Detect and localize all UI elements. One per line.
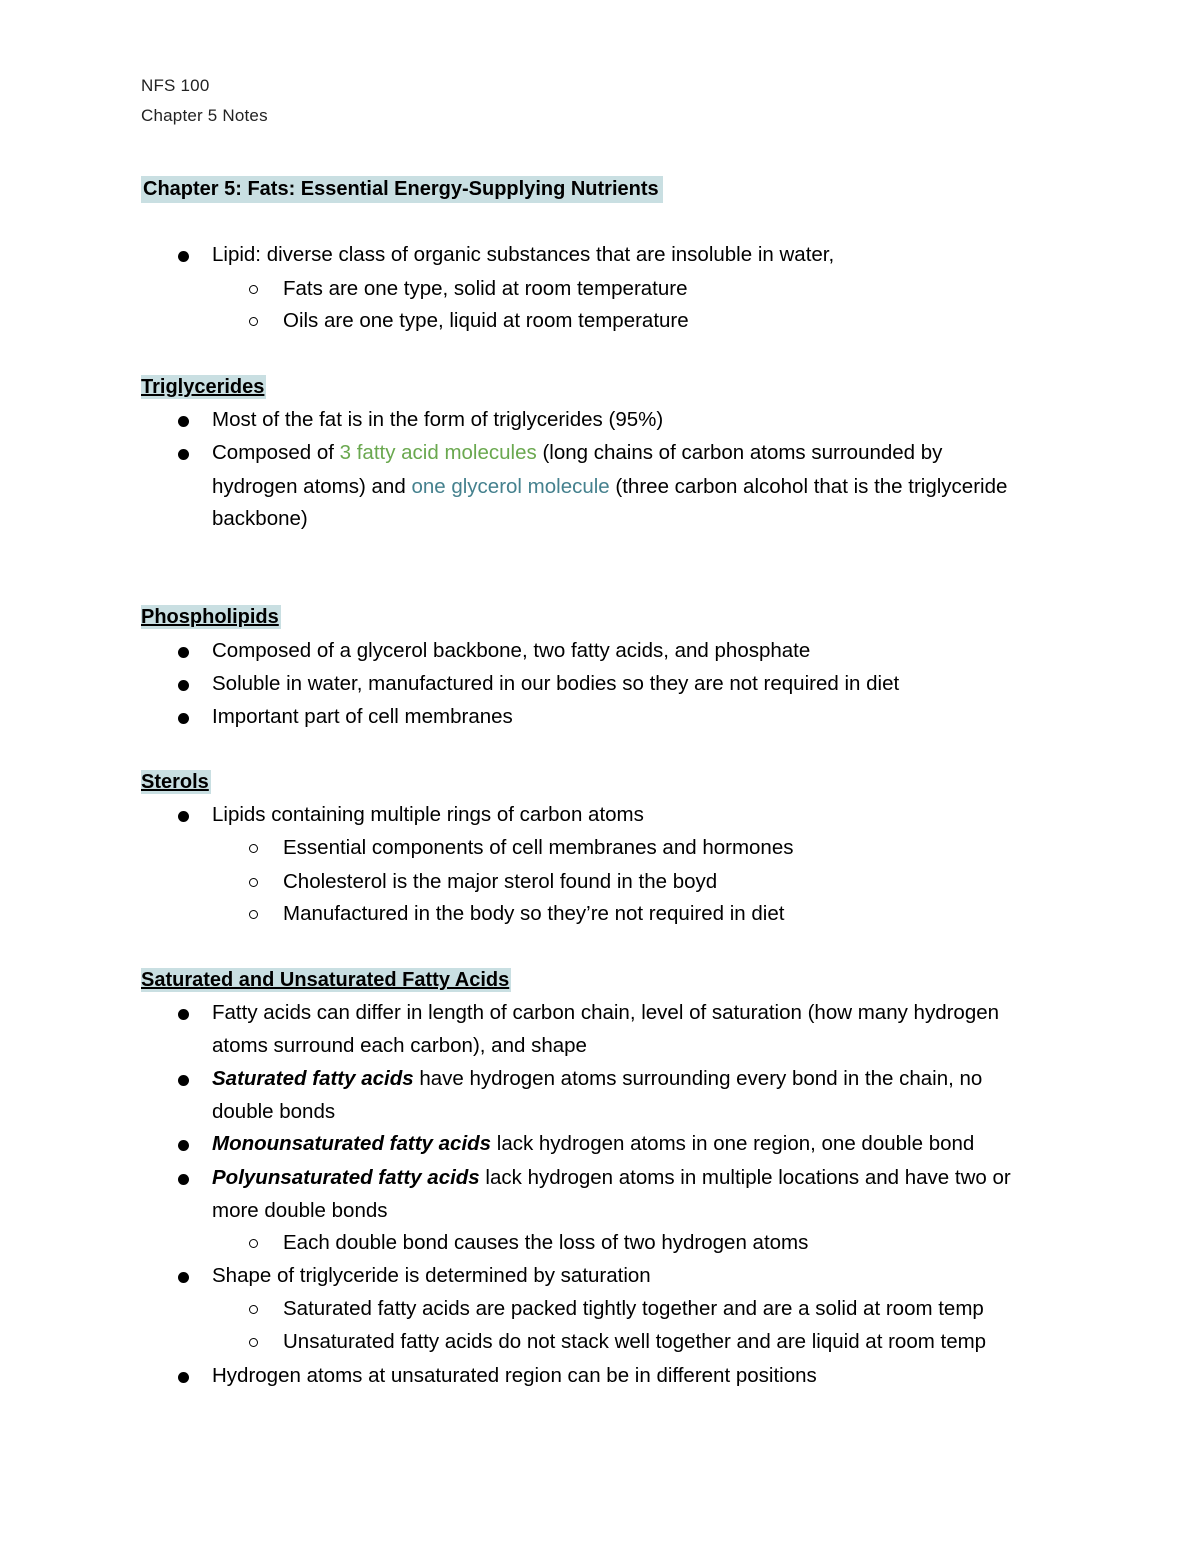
saturated-line2: double bonds (212, 1100, 336, 1123)
bullet-dot (178, 1372, 189, 1383)
lipid-definition: Lipid: diverse class of organic substances that are insoluble in water, (212, 243, 835, 266)
phospholipids-heading: Phospholipids (141, 606, 279, 628)
text-segment: have hydrogen atoms surrounding every bond in the chain, no (413, 1067, 983, 1090)
fatty-acid-highlight: 3 fatty acid molecules (339, 441, 537, 464)
text-segment: lack hydrogen atoms in one region, one double bond (491, 1132, 975, 1155)
bullet-dot (178, 1009, 189, 1020)
phospholipid-solubility: Soluble in water, manufactured in our bodies so they are not required in diet (212, 672, 900, 695)
triglyceride-composition-line3: backbone) (212, 507, 308, 530)
sterol-definition: Lipids containing multiple rings of carbon atoms (212, 803, 644, 826)
phospholipid-membranes: Important part of cell membranes (212, 705, 513, 728)
text-segment: hydrogen atoms) and (212, 475, 412, 498)
oils-type: Oils are one type, liquid at room temperature (283, 309, 689, 332)
triglyceride-composition-line2 (212, 474, 1007, 500)
chapter-title-line (141, 176, 663, 202)
triglycerides-heading: Triglycerides (141, 376, 265, 398)
bullet-dot (178, 251, 189, 262)
sterol-components: Essential components of cell membranes and hormones (283, 836, 794, 859)
saturated-packing: Saturated fatty acids are packed tightly together and are a solid at room temp (283, 1297, 984, 1320)
fatty-acid-differences-line2: atoms surround each carbon), and shape (212, 1034, 587, 1057)
saturated-term: Saturated fatty acids (212, 1067, 414, 1090)
phospholipid-composition: Composed of a glycerol backbone, two fatty acids, and phosphate (212, 639, 811, 662)
text-segment: lack hydrogen atoms in multiple locations and have two or (479, 1166, 1011, 1189)
glycerol-highlight: one glycerol molecule (411, 475, 610, 498)
bullet-dot (178, 1272, 189, 1283)
polyunsaturated-term: Polyunsaturated fatty acids (212, 1166, 480, 1189)
sterols-heading: Sterols (141, 771, 209, 793)
sterol-manufactured: Manufactured in the body so they’re not required in diet (283, 902, 785, 925)
shape-saturation: Shape of triglyceride is determined by saturation (212, 1264, 651, 1287)
bullet-dot (178, 811, 189, 822)
fatty-acids-heading-line (141, 967, 511, 993)
bullet-dot (178, 713, 189, 724)
sterols-heading-line (141, 769, 211, 795)
monounsaturated-term: Monounsaturated fatty acids (212, 1132, 492, 1155)
double-bond-note: Each double bond causes the loss of two hydrogen atoms (283, 1231, 809, 1254)
text-segment: (three carbon alcohol that is the triglyceride (609, 475, 1008, 498)
hydrogen-positions: Hydrogen atoms at unsaturated region can be in different positions (212, 1364, 817, 1387)
sub-bullet-circle (249, 910, 258, 919)
phospholipids-heading-line (141, 604, 281, 630)
triglyceride-composition-line1 (212, 440, 942, 466)
text-segment: (long chains of carbon atoms surrounded by (536, 441, 943, 464)
sub-bullet-circle (249, 878, 258, 887)
polyunsaturated-line2: more double bonds (212, 1199, 388, 1222)
chapter-title: Chapter 5: Fats: Essential Energy-Supplying Nutrients (141, 176, 663, 203)
text-segment: Composed of (212, 441, 340, 464)
saturated-line1 (212, 1066, 982, 1092)
sub-bullet-circle (249, 1305, 258, 1314)
monounsaturated-line (212, 1131, 974, 1157)
sub-bullet-circle (249, 317, 258, 326)
polyunsaturated-line1 (212, 1165, 1011, 1191)
bullet-dot (178, 416, 189, 427)
triglycerides-heading-line (141, 374, 266, 400)
fatty-acids-heading: Saturated and Unsaturated Fatty Acids (141, 969, 510, 991)
bullet-dot (178, 1140, 189, 1151)
sterol-cholesterol: Cholesterol is the major sterol found in the boyd (283, 870, 718, 893)
bullet-dot (178, 647, 189, 658)
sub-bullet-circle (249, 1239, 258, 1248)
bullet-dot (178, 680, 189, 691)
sub-bullet-circle (249, 285, 258, 294)
sub-bullet-circle (249, 844, 258, 853)
bullet-dot (178, 449, 189, 460)
triglyceride-percentage: Most of the fat is in the form of triglycerides (95%) (212, 408, 664, 431)
fats-type: Fats are one type, solid at room temperature (283, 277, 688, 300)
bullet-dot (178, 1174, 189, 1185)
fatty-acid-differences-line1: Fatty acids can differ in length of carbon chain, level of saturation (how many hydrogen (212, 1001, 1000, 1024)
bullet-dot (178, 1075, 189, 1086)
unsaturated-packing: Unsaturated fatty acids do not stack well together and are liquid at room temp (283, 1330, 987, 1353)
notes-subtitle: Chapter 5 Notes (141, 106, 268, 125)
sub-bullet-circle (249, 1338, 258, 1347)
course-code: NFS 100 (141, 76, 210, 95)
